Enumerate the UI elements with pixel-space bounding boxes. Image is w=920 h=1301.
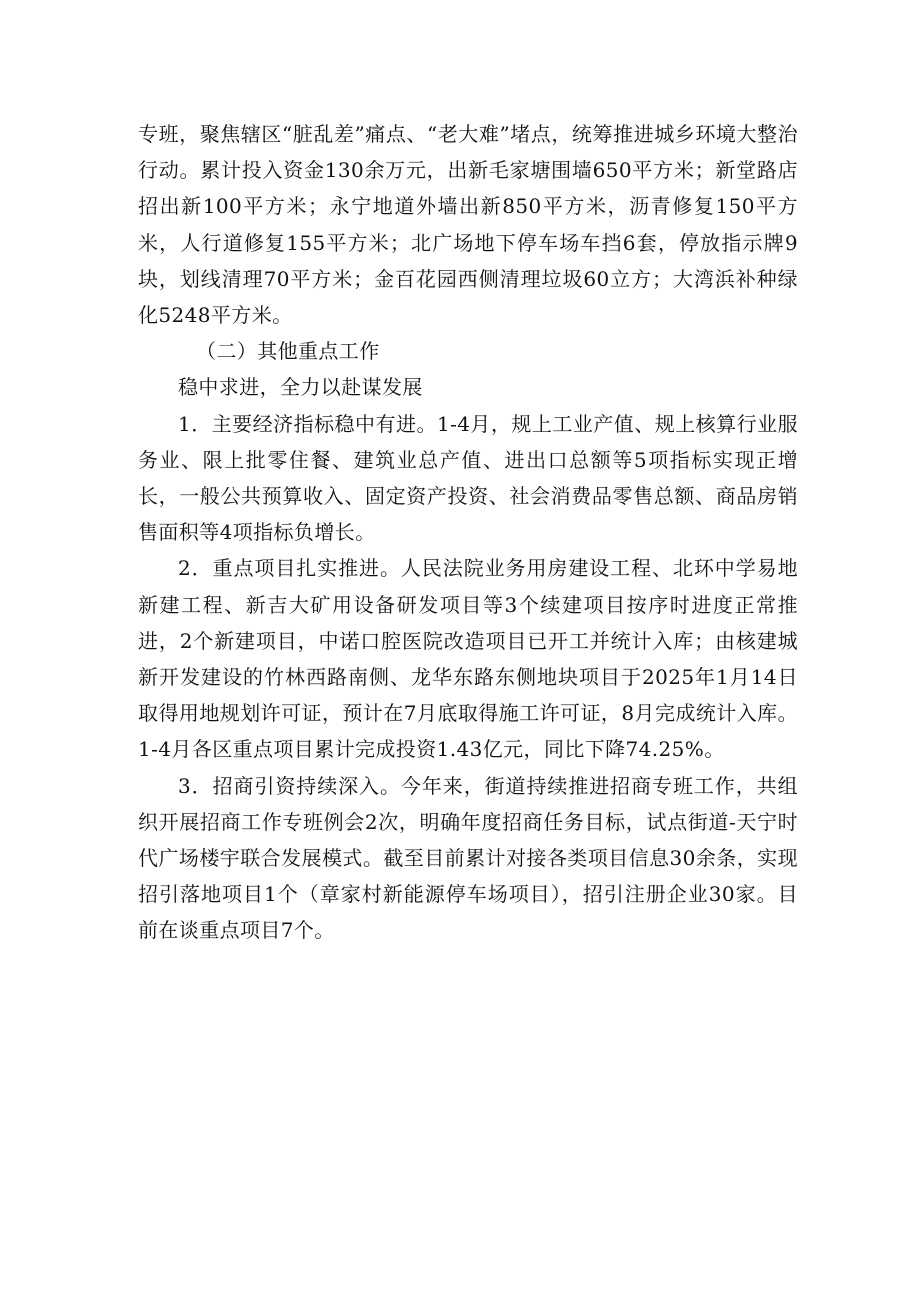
- section-heading-other-key-work: （二）其他重点工作: [196, 339, 380, 364]
- paragraph-investment-attraction: 3．招商引资持续深入。今年来，街道持续推进招商专班工作，共组织开展招商工作专班例会2次，明确年度招商任务目标，试点街道-天宁时代广场楼宇联合发展模式。截至目前累计对接各类项目信息30余条，实现招引落地项目1个（章家村新能源停车场项目），招引注册企业30家。目前在谈重点项目7个。: [138, 773, 798, 943]
- section-heading-steady-progress: 稳中求进，全力以赴谋发展: [178, 375, 423, 400]
- paragraph-environment-rectification: 专班，聚焦辖区“脏乱差”痛点、“老大难”堵点，统筹推进城乡环境大整治行动。累计投入资金130余万元，出新毛家塘围墙650平方米；新堂路店招出新100平方米；永宁地道外墙出新850平方米，沥青修复150平方米，人行道修复155平方米；北广场地下停车场车挡6套，停放指示牌9块，划线清理70平方米；金百花园西侧清理垃圾60立方；大湾浜补种绿化5248平方米。: [138, 122, 798, 328]
- document-body: [138, 116, 798, 949]
- paragraph-economic-indicators: 1．主要经济指标稳中有进。1-4月，规上工业产值、规上核算行业服务业、限上批零住餐、建筑业总产值、进出口总额等5项指标实现正增长，一般公共预算收入、固定资产投资、社会消费品零售总额、商品房销售面积等4项指标负增长。: [138, 411, 798, 545]
- paragraph-key-projects: 2．重点项目扎实推进。人民法院业务用房建设工程、北环中学易地新建工程、新吉大矿用设备研发项目等3个续建项目按序时进度正常推进，2个新建项目，中诺口腔医院改造项目已开工并统计入库；由核建城新开发建设的竹林西路南侧、龙华东路东侧地块项目于2025年1月14日取得用地规划许可证，预计在7月底取得施工许可证，8月完成统计入库。1-4月各区重点项目累计完成投资1.43亿元，同比下降74.25%。: [138, 556, 798, 762]
